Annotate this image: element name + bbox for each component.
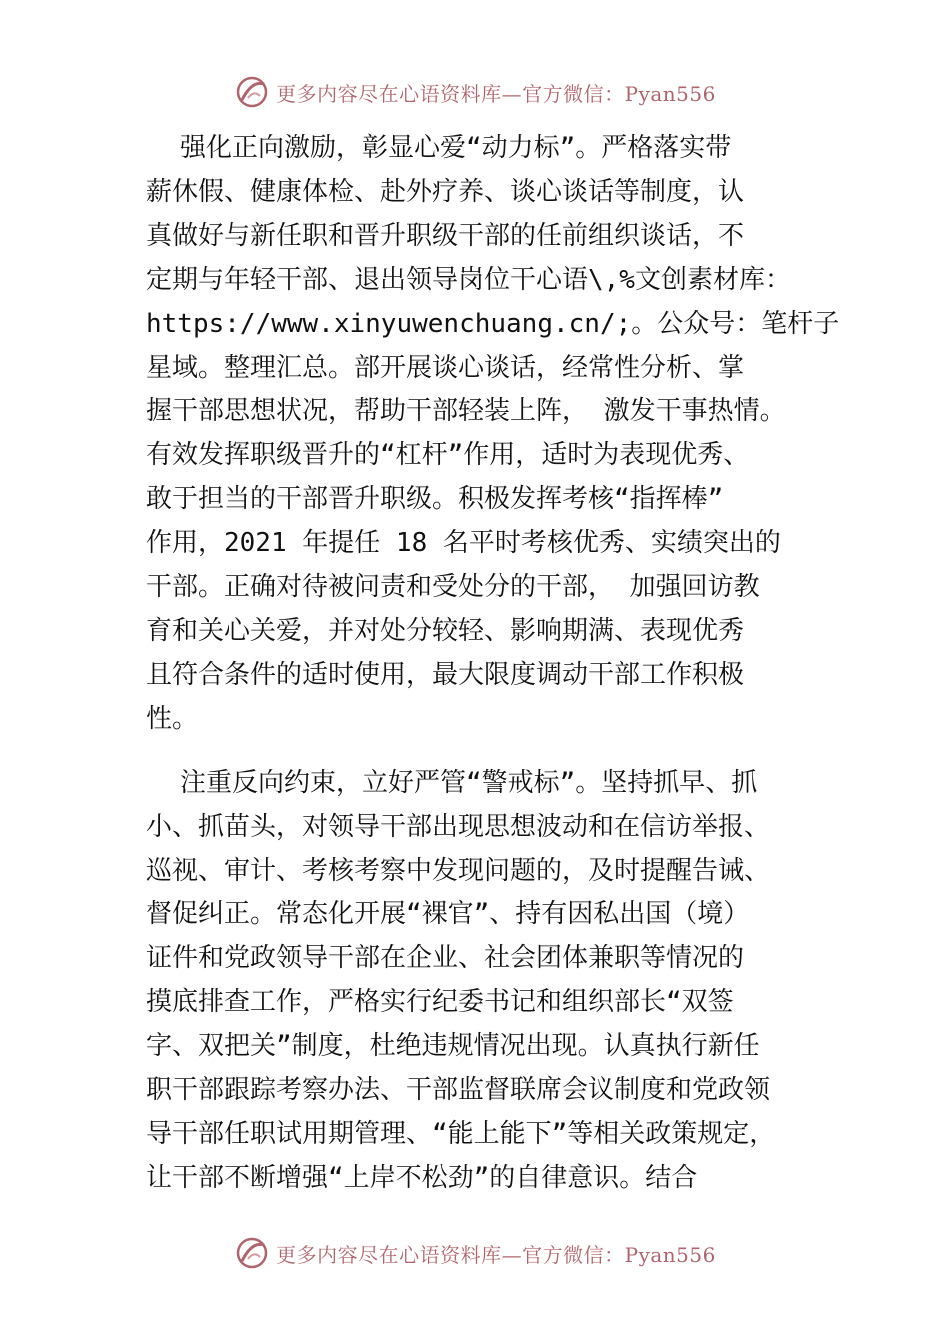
text-line: 巡视、审计、考核考察中发现问题的，及时提醒告诫、 bbox=[146, 855, 771, 886]
text-line: 职干部跟踪考察办法、干部监督联席会议制度和党政领 bbox=[146, 1075, 771, 1106]
text-line: 字、双把关”制度，杜绝违规情况出现。认真执行新任 bbox=[146, 1031, 760, 1062]
text-line: 督促纠正。常态化开展“裸官”、持有因私出国（境） bbox=[146, 899, 750, 930]
text-line: 让干部不断增强“上岸不松劲”的自律意识。结合 bbox=[146, 1162, 698, 1193]
seal-logo-icon bbox=[234, 1235, 270, 1271]
text-line: 强化正向激励，彰显心爱“动力标”。严格落实带 bbox=[180, 133, 732, 163]
text-line: 证件和党政领导干部在企业、社会团体兼职等情况的 bbox=[146, 943, 745, 974]
text-line: 注重反向约束，立好严管“警戒标”。坚持抓早、抓 bbox=[180, 767, 758, 798]
header-watermark bbox=[0, 70, 950, 114]
text-line: 握干部思想状况，帮助干部轻装上阵， 激发干事热情。 bbox=[146, 396, 786, 427]
text-line: 小、抓苗头，对领导干部出现思想波动和在信访举报、 bbox=[146, 811, 771, 842]
text-line: 有效发挥职级晋升的“杠杆”作用，适时为表现优秀、 bbox=[146, 440, 750, 471]
watermark-text: 更多内容尽在心语资料库—官方微信：Pyan556 bbox=[276, 81, 716, 106]
footer-watermark bbox=[0, 1231, 950, 1275]
text-line: 导干部任职试用期管理、“能上能下”等相关政策规定， bbox=[146, 1118, 776, 1149]
text-line: https://www.xinyuwenchuang.cn/;。公众号：笔杆子 bbox=[146, 308, 840, 339]
paragraph-2 bbox=[146, 762, 836, 1201]
text-line: 性。 bbox=[146, 703, 199, 734]
text-line: 摸底排查工作，严格实行纪委书记和组织部长“双签 bbox=[146, 987, 734, 1018]
paragraph-1 bbox=[146, 127, 840, 742]
text-line: 且符合条件的适时使用，最大限度调动干部工作积极 bbox=[146, 659, 745, 690]
seal-logo-icon bbox=[234, 74, 270, 110]
text-line: 星域。整理汇总。部开展谈心谈话，经常性分析、掌 bbox=[146, 352, 745, 383]
watermark-text: 更多内容尽在心语资料库—官方微信：Pyan556 bbox=[276, 1242, 716, 1267]
text-line: 敢于担当的干部晋升职级。积极发挥考核“指挥棒” bbox=[146, 484, 724, 515]
text-line: 定期与年轻干部、退出领导岗位干心语\,%文创素材库： bbox=[146, 264, 791, 295]
text-line: 真做好与新任职和晋升职级干部的任前组织谈话，不 bbox=[146, 220, 745, 251]
text-line: 作用，2021 年提任 18 名平时考核优秀、实绩突出的 bbox=[146, 528, 781, 559]
document-body bbox=[146, 127, 840, 1201]
text-line: 育和关心关爱，并对处分较轻、影响期满、表现优秀 bbox=[146, 615, 745, 646]
text-line: 薪休假、健康体检、赴外疗养、谈心谈话等制度，认 bbox=[146, 176, 745, 207]
text-line: 干部。正确对待被问责和受处分的干部， 加强回访教 bbox=[146, 572, 760, 603]
